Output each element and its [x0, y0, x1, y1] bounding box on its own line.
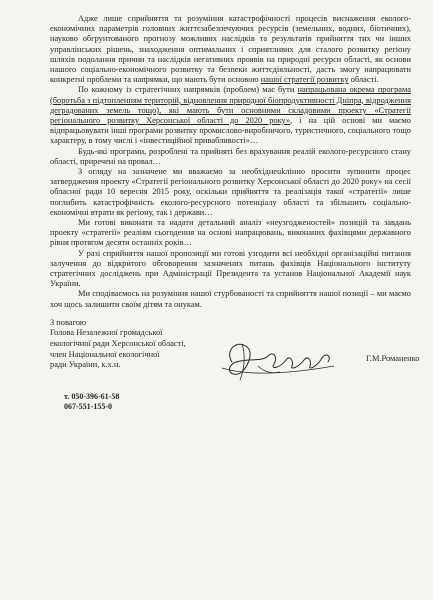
paragraph-text: Адже лише сприйняття та розуміння катастрофічності процесів виснаження еколого-економічних параметрів головних життєзабезпечуючих ресурсів (земельних, водних, біотичних), науково обгрунтованого прогнозу можливих наслідків та результатів прийняття тих чи інших управлінських рішень, знаходження оптимальних і сприятливих для сталого розвитку регіону шляхів подолання причин та наслідків негативних проявів на природні ресурси області, як основи нашого соціально-економічного розвитку та безпеки життєдіяльності, дасть змогу напрацювати конкретні проблеми та напрямки, що мають бути основою	[50, 14, 411, 85]
signer-name: Г.М.Романенко	[366, 354, 420, 364]
paragraph-text: , і на цій основі ми маємо відпрацьовувати інші програми розвитку промислово-виробничого, туристичного, соціального тощо характеру, в тому числі і «інвестиційної привабливості»…	[50, 116, 411, 146]
paragraph	[50, 147, 411, 167]
signer-title-line: ради України, к.х.н.	[50, 360, 121, 370]
paragraph-text: Ми сподіваємось на розуміння нашої стурбованості та сприйняття нашої позиції – ми маємо хоч щось залишити своїм дітям та онукам.	[50, 289, 411, 309]
paragraph-text: Ми готові виконати та надати детальний аналіз «неузгодженостей» позицій та завдань проекту «стратегії» реаліям сьогодення на основі напрацювань, виконаних фахівцями державного рівня протягом десяти останніх років…	[50, 218, 411, 248]
signer-title-line: член Національної екологічної	[50, 349, 160, 359]
paragraph-text: області.	[348, 75, 379, 85]
phone-number: 067-551-155-0	[64, 402, 112, 412]
paragraph	[50, 14, 411, 85]
paragraph-text: У разі сприйняття нашої пропозиції ми готові узгодити всі необхідні організаційні питання залучення до відкритого обговорення зазначених питань фахівців Національного інституту стратегічних досліджень при Адміністрації Президента та установ Національної Академії наук України.	[50, 248, 411, 289]
phone-numbers	[50, 392, 411, 412]
signer-title-line: Голова Незалежної громадської	[50, 328, 163, 338]
handwritten-signature	[218, 332, 338, 384]
paragraph	[50, 289, 411, 309]
underlined-text: напрацьована окрема програма (боротьба з підтопленням територій, відновлення природної біопродуктивності Дніпра, відродження деградованих земель тощо), які мають бути основними складовими проекту «Стратегії регіонального розвитку Херсонської області до 2020 року»	[50, 85, 411, 126]
paragraph	[50, 249, 411, 290]
closing-block	[50, 317, 420, 413]
paragraph	[50, 85, 411, 146]
paragraph	[50, 167, 411, 218]
signer-title-line: екологічної ради Херсонської області,	[50, 339, 186, 349]
paragraph-text: Будь-які програми, розроблені та прийняті без врахування реалій еколого-ресурсного стану області, приречені на провал…	[50, 146, 411, 166]
phone-number: т. 050-396-61-58	[64, 392, 120, 402]
signature-area	[50, 328, 420, 390]
paragraph-text: По кожному із стратегічних напрямків (проблем) має бути	[78, 85, 298, 95]
letter-body	[50, 14, 411, 310]
underlined-text: нашої стратегії розвитку	[260, 75, 349, 85]
paragraph	[50, 218, 411, 249]
paragraph-text: З огляду на зазначене ми вважаємо за необхіднеukлінно просити зупинити процес затвердження проекту «Стратегії регіонального розвитку Херсонської області до 2020 року» на сесії обласної ради 10 вересня 2015 року, оскільки прийняття та реалізація такої «стратегії» лише поглибить катастрофічність еколого-ресурсного потенціалу області та збільшить соціально-економічні втрати як регіону, так і держави…	[50, 167, 411, 217]
greeting: З повагою	[50, 317, 87, 327]
